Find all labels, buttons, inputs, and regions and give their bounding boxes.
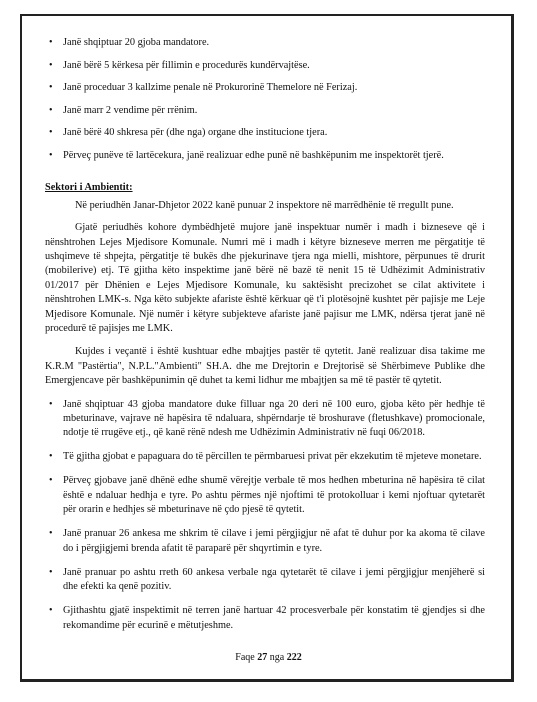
bullet-icon: • [49, 605, 53, 617]
top-bullet-list [45, 36, 485, 163]
bullet-icon: • [49, 475, 53, 487]
bullet-icon: • [49, 82, 53, 94]
list-item: • Janë shqiptuar 43 gjoba mandatore duke filluar nga 20 deri në 100 euro, gjoba këto për hedhje të mbeturinave, vajrave në hapësira të ndaluara, shpërndarje të broshurave (fletushkave) promocionale, ndotje të rrugëve etj., që kanë rënë ndesh me Udhëzimin Administrativ në fuqi 06/2018. [49, 398, 485, 439]
page-total: 222 [286, 652, 302, 663]
list-item: • Janë shqiptuar 20 gjoba mandatore. [45, 36, 485, 50]
list-item: • Përveç gjobave janë dhënë edhe shumë vërejtje verbale të mos hedhen mbeturina në hapësira të cilat është e ndaluar hedhja e tyre. Po ashtu përmes një njoftimi të protokolluar i kemi njoftuar qytetarët për orarin e hedhjes së mbeturinave në çdo pjesë të qytetit. [49, 475, 485, 516]
list-item: • Janë pranuar 26 ankesa me shkrim të cilave i jemi përgjigjur në afat të duhur por ka akoma të cilave do i përgjigjemi brenda afatit të paraparë për shqyrtimin e tyre. [49, 528, 485, 554]
footer-prefix: Faqe [235, 652, 255, 663]
list-item: • Gjithashtu gjatë inspektimit në terren janë hartuar 42 procesverbale për konstatim të gjendjes si dhe rekomandime për ecurinë e mëtutjeshme. [49, 605, 485, 631]
paragraph: Kujdes i veçantë i është kushtuar edhe mbajtjes pastër të qytetit. Janë realizuar disa takime me K.R.M "Pastërtia", N.P.L."Ambienti" SH.A. dhe me Drejtorin e Drejtorisë së Shërbimeve Publike dhe Emergjencave për bashkëpunimin që duhet ta kemi lidhur me mbajtjen sa më të pastër të qytetit. [45, 346, 485, 387]
bullet-icon: • [49, 528, 53, 540]
list-item: • Janë marr 2 vendime për rrënim. [45, 104, 485, 118]
page-number: 27 [257, 652, 268, 663]
document-body [45, 36, 485, 643]
bullet-icon: • [49, 127, 53, 139]
list-item: • Janë pranuar po ashtu rreth 60 ankesa verbale nga qytetarët të cilave i jemi përgjigjur menjëherë si dhe efekti ka qenë pozitiv. [49, 566, 485, 593]
list-item: • Janë bërë 5 kërkesa për fillimin e procedurës kundërvajtëse. [45, 59, 485, 73]
bullet-icon: • [49, 37, 53, 48]
bullet-icon: • [49, 59, 53, 71]
footer-middle: nga [269, 652, 285, 663]
paragraph: Gjatë periudhës kohore dymbëdhjetë mujore janë inspektuar numër i madh i bizneseve që i nënshtrohen Lejes Mjedisore Komunale. Numri më i madh i këtyre bizneseve merren me përgatitje të ushqimeve të shpejta, përgatitje të bukës dhe pjekurinave tjera nga mielli, mishtore, përpunues të drurit (mobilerive) etj. Të gjitha këto inspektime janë bërë në bazë të nenit 15 të Udhëzimit Administrativ 01/2017 për Dhënien e Lejes Mjedisore Komunale, ku saktësisht precizohet se cilat aktivitete i nënshtrohen LMK-s. Nga këto subjekte afariste është kërkuar që t'i plotësojnë kushtet për pajisje me Leje Mjedisore Komunale. Një numër i këtyre subjekteve afariste janë pajisur me LMK, ndërsa tjerat janë në procedurë të pajisjes me LMK. [45, 222, 485, 335]
paragraph: Në periudhën Janar-Dhjetor 2022 kanë punuar 2 inspektore në marrëdhënie të rregullt pune. [75, 199, 454, 211]
bottom-bullet-list [45, 398, 485, 633]
bullet-icon: • [49, 451, 53, 463]
bullet-icon: • [49, 398, 53, 410]
list-item: • Përveç punëve të lartëcekura, janë realizuar edhe punë në bashkëpunim me inspektorët tjerë. [45, 149, 485, 163]
section-heading: Sektori i Ambientit: [45, 182, 133, 194]
page-footer [0, 652, 537, 663]
list-item: • Janë proceduar 3 kallzime penale në Prokurorinë Themelore në Ferizaj. [45, 81, 485, 95]
bullet-icon: • [49, 104, 53, 116]
bullet-icon: • [49, 566, 53, 578]
bullet-icon: • [49, 149, 53, 161]
list-item: • Të gjitha gjobat e papaguara do të përcillen te përmbaruesi privat për ekzekutim të mjeteve monetare. [45, 450, 485, 464]
list-item: • Janë bërë 40 shkresa për (dhe nga) organe dhe institucione tjera. [45, 126, 485, 140]
